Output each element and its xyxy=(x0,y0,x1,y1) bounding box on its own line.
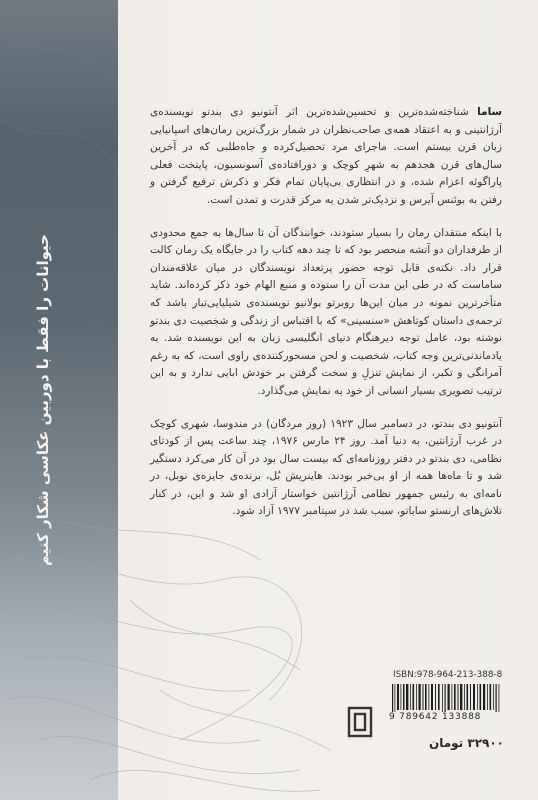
isbn-label: ISBN:978-964-213-388-8 xyxy=(393,670,503,680)
blurb-paragraph-1 xyxy=(150,104,502,210)
author-bio-paragraph: آنتونیو دی بندتو، در دسامبر سال ۱۹۲۳ (روز مردگان) در مندوسا، شهری کوچک در غرب آرژانتین، به دنیا آمد. روز ۲۴ مارس ۱۹۷۶، چند ساعت پس از کودتای نظامی، دی بندتو در دفتر روزنامه‌ای که بیست سال بود در آن کار می‌کرد دستگیر شد و تا ماه‌ها همه از او بی‌خبر بودند. هاینریش بُل، برنده‌ی جایزه‌ی نوبل، در نامه‌ای به رئیس جمهور نظامی آرژانتین خواستار آزادی او شد و این، در کنار تلاش‌های ارنستو ساباتو، سبب شد در سپتامبر ۱۹۷۷ آزاد شود. xyxy=(150,417,503,518)
price-label: ۳۲۹۰۰ تومان xyxy=(428,736,504,750)
barcode-number: 9 789642 133888 xyxy=(389,712,482,722)
cover-spine-band xyxy=(0,0,118,800)
blurb-text xyxy=(150,104,502,521)
blurb-paragraph-2: با اینکه منتقدان رمان را بسیار ستودند، خوانندگان آن تا سال‌ها به جمع محدودی از طرفداران دو آتشه منحصر بود که تا چند دهه کتاب را در جایگاه یک رمان کالت قرار داد. نکته‌ی قابل توجه حضور پرتعداد نویسندگان در میان علاقه‌مندان ساماست که در طی این مدت آن را ستوده و منبع الهام خود ذکر کرده‌اند. شاید متأخرترین نمونه در میان این‌ها روبرتو بولانیو نویسنده‌ی شیلیایی‌تبار باشد که ترجمه‌ی داستان کوتاهش «سنسینی» که با اقتباس از زندگی و شخصیت دی بندتو نوشته بود، عامل توجه دیرهنگام دنیای انگلیسی زبان به این نویسنده شد. به یادماندنی‌ترین وجه کتاب، شخصیت و لحن مسحورکننده‌ی راوی است، که به رغم آمرانگی و تکبر، از نمایش تنزلِ و سخت گرفتن بر خودش ابایی ندارد و به این ترتیب تصویری بسیار انسانی از خود به نمایش می‌گذارد. xyxy=(150,226,502,397)
barcode-icon xyxy=(390,684,502,712)
publisher-logo-icon xyxy=(343,705,377,739)
book-name: ساما xyxy=(477,106,502,118)
spine-title: حیوانات را فقط با دوربین عکاسی شکار کنیم xyxy=(34,234,52,567)
blurb-paragraph-1-text: شناخته‌شده‌ترین و تحسین‌شده‌ترین اثر آنتونیو دی بندتو نویسنده‌ی آرژانتینی و به اعتقاد همه‌ی صاحب‌نظران در شمار بزرگ‌ترین رمان‌های اسپانیایی زبان قرن بیستم است. ماجرای مرد تحصیل‌کرده و جاه‌طلبی که در آخرین سال‌های قرن هجدهم به شهرِ کوچک و دورافتاده‌ی آسونسیون، پایتخت فعلی پاراگوئه اعزام شده، و در انتظاری بی‌پایان تمام فکر و ذکرش ترفیع گرفتن و رفتن به بوئنس آیرس و نزدیک‌تر شدن به مرکز قدرت و تمدن است. xyxy=(150,106,502,206)
